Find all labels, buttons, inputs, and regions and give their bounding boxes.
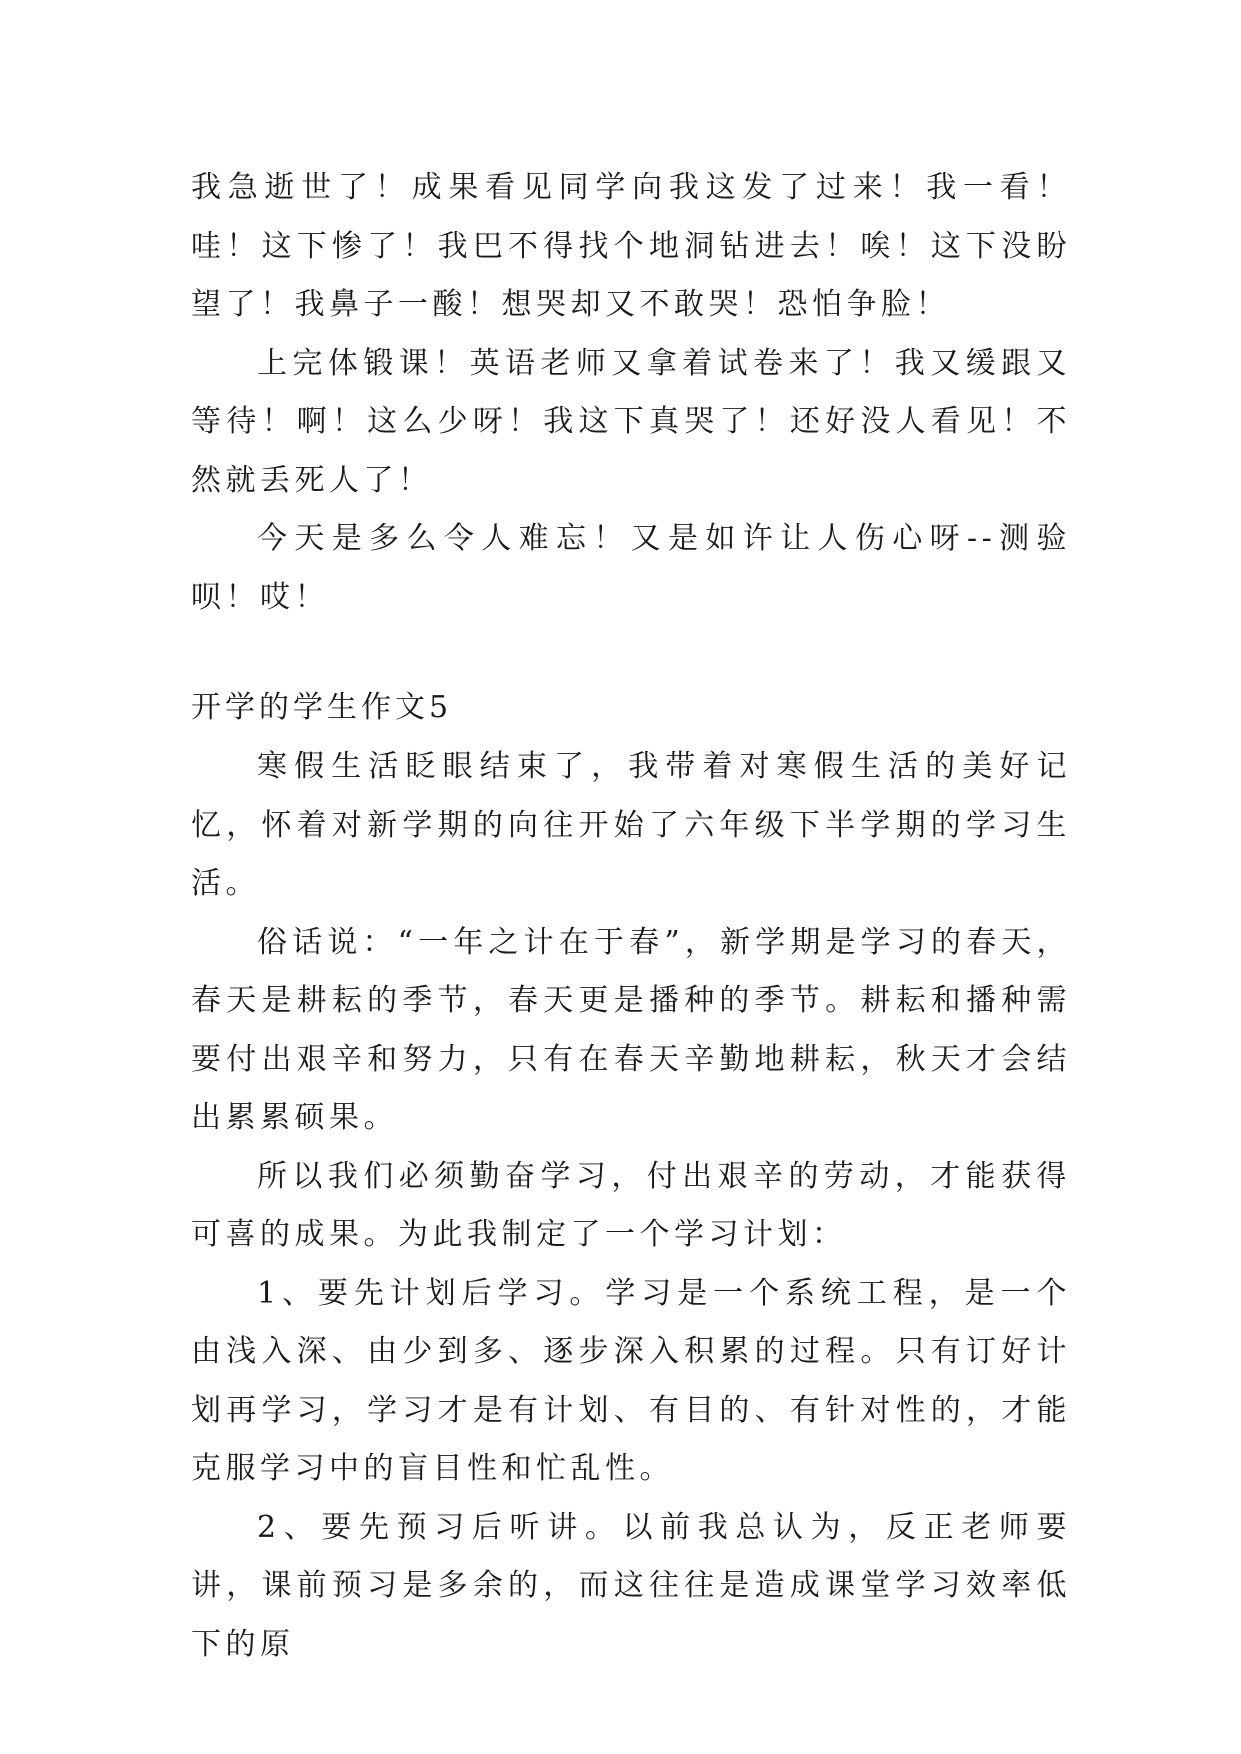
paragraph: 今天是多么令人难忘！又是如许让人伤心呀--测验呗！哎！	[191, 521, 1071, 615]
paragraph: 上完体锻课！英语老师又拿着试卷来了！我又缓跟又等待！啊！这么少呀！我这下真哭了！还好没人看见！不然就丢死人了！	[191, 345, 1071, 498]
paragraph: 2、要先预习后听讲。以前我总认为，反正老师要讲，课前预习是多余的，而这往往是造成课堂学习效率低下的原	[191, 1509, 1071, 1662]
paragraph: 寒假生活眨眼结束了，我带着对寒假生活的美好记忆，怀着对新学期的向往开始了六年级下半学期的学习生活。	[191, 749, 1071, 901]
paragraph: 所以我们必须勤奋学习，付出艰辛的劳动，才能获得可喜的成果。为此我制定了一个学习计划：	[191, 1158, 1071, 1252]
essay-body	[191, 738, 1071, 1674]
paragraph: 我急逝世了！成果看见同学向我这发了过来！我一看！哇！这下惨了！我巴不得找个地洞钻进去！唉！这下没盼望了！我鼻子一酸！想哭却又不敢哭！恐怕争脸！	[191, 170, 1071, 322]
paragraph: 1、要先计划后学习。学习是一个系统工程，是一个由浅入深、由少到多、逐步深入积累的过程。只有订好计划再学习，学习才是有计划、有目的、有针对性的，才能克服学习中的盲目性和忙乱性。	[191, 1275, 1071, 1486]
essay-heading: 开学的学生作文5	[191, 690, 453, 725]
paragraph: 俗话说：“一年之计在于春”，新学期是学习的春天，春天是耕耘的季节，春天更是播种的季节。耕耘和播种需要付出艰辛和努力，只有在春天辛勤地耕耘，秋天才会结出累累硕果。	[191, 924, 1071, 1135]
essay-continuation	[191, 159, 1071, 627]
